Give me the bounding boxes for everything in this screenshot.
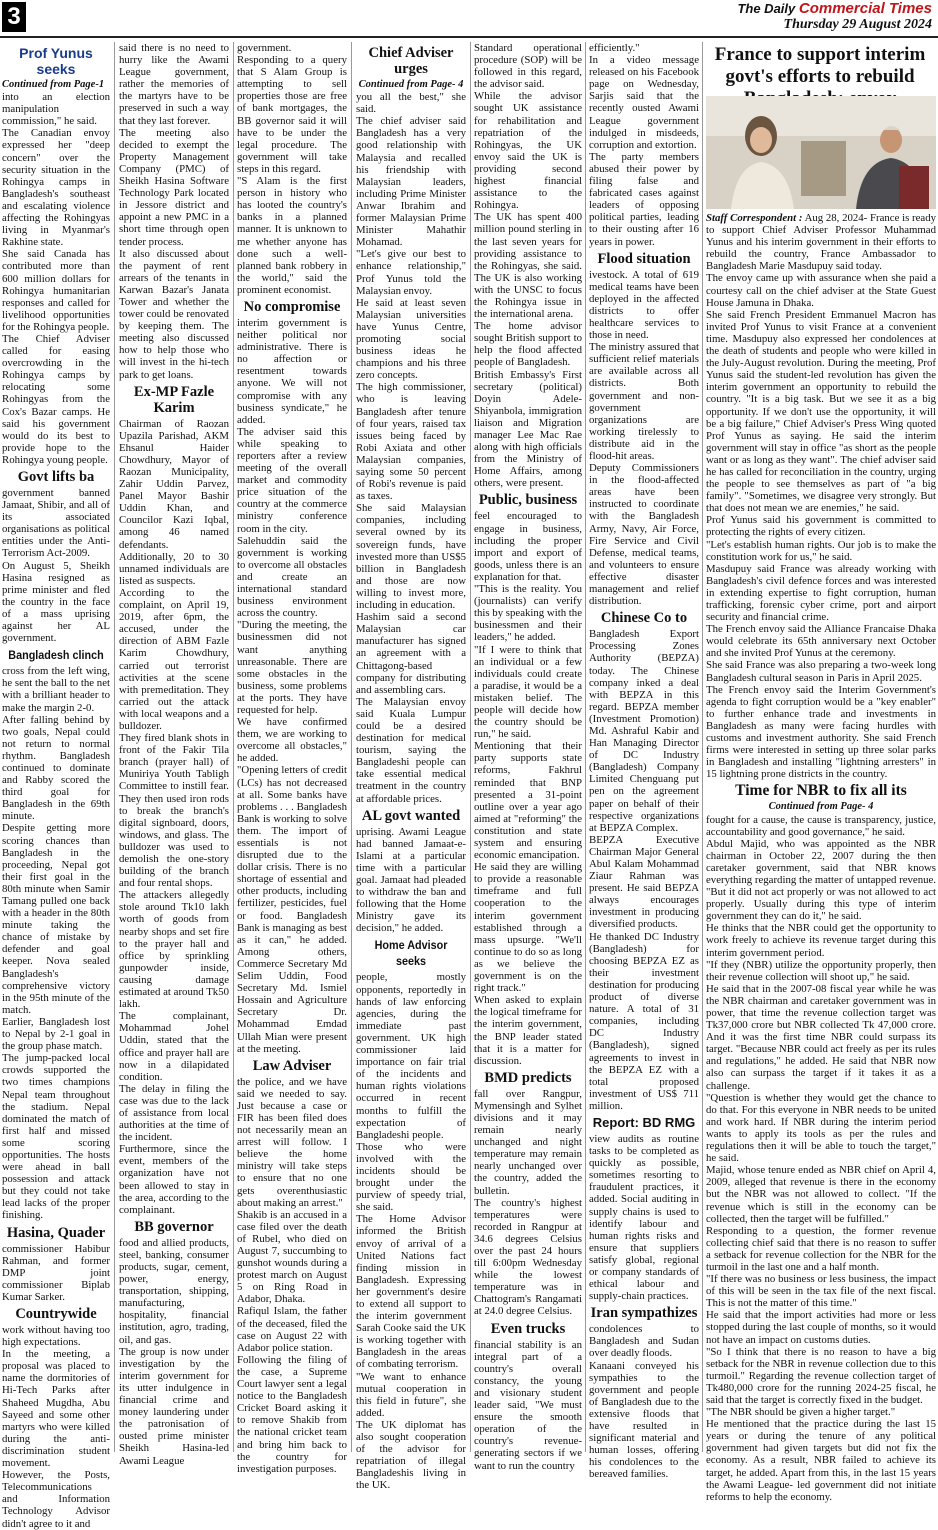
article-lead: Aug 28, 2024- France is ready to support Chief Adviser Professor Muhammad Yunus and his interim government in their efforts to rebuild the country, France Ambassador to Bangladesh Marie Masdupuy said today. (706, 212, 936, 273)
article-text: British Embassy's First secretary (political) Doyin Adele-Shiyanbola, immigration liaison and Migration manager Lee Mac Rae along with high officials from the Ministry of Home Affairs, among others, were present. (474, 368, 582, 490)
article-text: The meeting also decided to exempt the Property Management Company (PMC) of Sheikh Hasina Software Technology Park located in Jessore district and appoint a new PMC in a short time through open tender process. (119, 126, 229, 248)
article-text: Hashim said a second Malaysian car manufacturer has signed an agreement with a Chittagong-based company for distributing and assembling cars. (356, 611, 466, 696)
article-text: He said that in the 2007-08 fiscal year while he was the NBR chairman and caretaker government was in power, that time the revenue collection target was Tk37,000 crore but NBR collected Tk 47,000 crore. And it was the first time NBR could surpass its target. "Because NBR could act freely as per its rules and regulations," he added. He said that NBR now also can surpass the target if it takes it as a challenge. (706, 982, 936, 1092)
article-text: However, the Posts, Telecommunications and Information Technology Advisor didn't agree to it and (2, 1469, 110, 1530)
continued-label: Continued from Page-1 (2, 79, 105, 90)
paper-title: Commercial Times (798, 0, 932, 17)
headline-chinese-co: Chinese Co to (600, 610, 688, 627)
article-text: In the meeting, a proposal was placed to name the dormitories of Hi-Tech Parks after Shaheed Mugdha, Abu Sayeed and some other martyrs who were killed during the anti-discrimination student movement. (2, 1348, 110, 1470)
column-6 (589, 42, 699, 1481)
article-text: financial stability is an integral part of a country's overall constancy, the young and visionary student leader said, "We must ensure the smooth operation of the country's revenue-generating sectors if we want to run the country (474, 1338, 582, 1472)
headline-public-business: Public, business (478, 492, 578, 509)
article-text: After falling behind by two goals, Nepal could not return to normal rhythm. Bangladesh continued to dominate and Rabby scored the third goal for Bangladesh in the 69th minute. (2, 713, 110, 823)
article-text: Rafiqul Islam, the father of the deceased, filed the case on August 22 with Adabor police station. (237, 1305, 347, 1354)
article-text: The party members abused their power by filing false and fabricated cases against leaders of opposing political parties, leading to their ousting after 16 years in power. (589, 150, 699, 248)
article-text: Those who were involved with the incidents should be brought under the purview of speedy trial, she said. (356, 1140, 466, 1214)
headline-prof-yunus-seeks: Prof Yunus seeks (19, 45, 93, 77)
article-text: When asked to explain the logical timeframe for the interim government, the BNP leader stated that it is a matter for discussion. (474, 994, 582, 1067)
article-text: "If I were to think that an individual or a few individuals could create a paradise, it would be a mistaken belief. The people will decide how the country should be run," he said. (474, 643, 582, 741)
article-text: Standard operational procedure (SOP) will be followed in this regard, the advisor said. (474, 42, 582, 91)
headline-time-for-nbr: Time for NBR to fix all its (735, 782, 907, 800)
column-3 (237, 42, 347, 1475)
article-text: feel encouraged to engage in business, including the proper import and export of goods, unless there is an explanation for that. (474, 510, 582, 583)
article-text (706, 212, 936, 272)
column-2 (119, 42, 229, 1467)
article-text: The delay in filing the case was due to the lack of assistance from local authorities at the time of the incident. (119, 1082, 229, 1144)
article-text: "If there was no business or less business, the impact of this will be seen in the tax file of the next fiscal. This is not the matter of this time." (706, 1273, 936, 1310)
article-text: "S Alam is the first person in history who has looted the country's banks in a planned manner. It is unknown to me whether anyone has done such a well-planned bank robbery in the world," said the prominent economist. (237, 175, 347, 296)
article-text: They fired blank shots in front of the Fakir Tila branch (prayer hall) of Muniriya Youth Tabligh Committee to instill fear. They then used iron rods to break the branch's digital signboard, doors, windows, and glass. The bulldozer was used to demolish the one-story building of the branch and four rental shops. (119, 732, 229, 890)
article-text: Bangladesh Export Processing Zones Authority (BEPZA) today. The Chinese company inked a deal with BEPZA in this regard. BEPZA member (Investment Promotion) Md. Ashraful Kabir and Han Managing Director of DC Industry (Bangladesh) Company Limited Chenguang put pen on the agreement paper on behalf of their respective organizations at BEPZA Complex. (589, 628, 699, 834)
article-text: work without having too high expectations. (2, 1324, 110, 1349)
column-divider (233, 42, 234, 1452)
article-text: He thinks that the NBR could get the opportunity to work freely to achieve its revenue target during this interim government period. (706, 922, 936, 959)
article-text: While the advisor sought UK assistance for rehabilitation and repatriation of the Rohingyas, the UK envoy said the UK is providing second highest financial assistance to the Rohingya. (474, 90, 582, 212)
headline-ex-mp-fazle-karim: Ex-MP Fazle Karim (133, 383, 215, 416)
article-text: The Home Advisor informed the British envoy of arrival of a United Nations fact finding mission in Bangladesh. Expressing her government's desire to extend all support to the interim government Sarah Cooke said the UK is working together with Bangladesh in the areas of combating terrorism. (356, 1213, 466, 1371)
article-text: Furthermore, since the event, members of the organization have not been allowed to stay in the area, according to the complainant. (119, 1143, 229, 1216)
article-text: Deputy Commissioners in the flood-affected areas have been instructed to coordinate with the Bangladesh Army, Navy, Air Force, Fire Service and Civil Defense, medical teams, and volunteers to ensure effective disaster management and relief distribution. (589, 462, 699, 608)
article-text: The French envoy said the Interim Government's agenda to fight corruption would be a "key enabler" to further enhance trade and investments in Bangladesh as many were facing hurdles with customs and investment authority. She said French firms were interested in setting up three solar parks in Bangladesh and installing "lightning arresters" in 15 lightning prone districts in the country. (706, 683, 936, 781)
article-text: We have confirmed them, we are working to overcome all obstacles," he added. (237, 716, 347, 765)
article-text: government. (237, 42, 292, 54)
headline-hasina-quader: Hasina, Quader (6, 1224, 106, 1241)
headline-flood-situation: Flood situation (597, 250, 691, 267)
article-text: The high commissioner, who is leaving Bangladesh after tenure of four years, raised tax issues being faced by Robi Axiata and other Malaysian companies, saying some 50 percent of Robi's revenue is paid as taxes. (356, 381, 466, 503)
article-text: The Chief Adviser called for easing overcrowding in the Rohingya camps by relocating some Rohingyas from the Cox's Bazar camps. He said his government would do its best to provide hope to the Rohingya young people. (2, 332, 110, 466)
column-divider (114, 42, 115, 1452)
article-text: "The NBR should be given a higher target." (706, 1406, 896, 1419)
headline-home-advisor-seeks: Home Advisor seeks (374, 938, 448, 969)
article-text: BEPZA Executive Chairman Major General Abul Kalam Mohammad Ziaur Rahman was present. He said BEPZA always encourages investment in producing diversified products. (589, 833, 699, 931)
headline-countrywide: Countrywide (15, 1306, 97, 1322)
article-text: the police, and we have said we needed to say. Just because a case or FIR has been filed does not necessarily mean an arrest will follow. I believe the home ministry will take steps to ensure that no one gets overenthusiastic about making an arrest." (237, 1075, 347, 1209)
continued-label: Continued from Page- 4 (768, 801, 874, 813)
headline-bmd-predicts: BMD predicts (484, 1069, 572, 1086)
article-text: "Question is whether they would get the chance to do that. For this everyone in NBR needs to be united and work hard. If NBR during the interim period wants to apply its tools as per the rules and regulations then it will be able to touch the target," he said. (706, 1091, 936, 1165)
article-text: "This is the reality. You (journalists) can verify this by speaking with the businessmen and their leaders," he added. (474, 583, 582, 644)
issue-date: Thursday 29 August 2024 (783, 17, 932, 32)
article-text: ivestock. A total of 619 medical teams have been deployed in the affected districts to offer healthcare services to those in need. (589, 268, 699, 342)
article-text: into an election manipulation commission," he said. (2, 91, 110, 128)
article-text: She said French President Emmanuel Macron has invited Prof Yunus to visit France at a convenient time. Masdupuy also expressed her condolences at the death of students and people who were killed in the July-August revolution. During the meeting, Prof Yunus said the student-led revolution has given the interim government an opportunity to rebuild the country. "It is a big task. But we see it as a big opportunity. If we don't use the opportunity, it will be a big failure," Chief Adviser's Press Wing quoted Prof Yunus as saying. He said the interim government will stay in office "as short as the people want or as long as they want". The chief adviser said he has called for reconciliation in the country, urging the people to see themselves as part of "a big family". "Sometimes, we disagree very strongly. But that does not mean we are enemies," he said. (706, 308, 936, 515)
article-text: Earlier, Bangladesh lost to Nepal by 2-1 goal in the group phase match. (2, 1015, 110, 1053)
paper-prefix: The Daily (737, 1, 796, 16)
headline-chief-adviser-urges: Chief Adviser urges (368, 45, 454, 77)
article-text: On August 5, Sheikh Hasina resigned as prime minister and fled the country in the face of a mass uprising against her AL government. (2, 559, 110, 645)
article-text: She said Malaysian companies, including several owned by its sovereign funds, have invested more than US$5 billion in Bangladesh and those are now willing to invest more, including in education. (356, 502, 466, 612)
article-text: food and allied products, steel, banking, consumer products, sugar, cement, power, energy, transportation, shipping, manufacturing, hospitality, financial institution, agro, trading, oil, and gas. (119, 1236, 229, 1346)
column-divider (351, 42, 352, 1452)
article-text: The jump-packed local crowds supported the two times champions Nepal team throughout the stadium. Nepal dominated the match of first half and missed some scoring opportunities. The hosts were ahead in ball possession and attack but they could not take lead lacks of the proper finishing. (2, 1052, 110, 1222)
article-text: The complainant, Mohammad Johel Uddin, stated that the office and prayer hall are now in a dilapidated condition. (119, 1010, 229, 1083)
article-text: He said that the import activities had more or less stopped during the last couple of months, so it would not have an impact on customs duties. (706, 1309, 936, 1346)
article-text: She said France was also preparing a two-week long Bangladesh cultural season in Paris in April 2025. (706, 659, 936, 684)
article-text: She said Canada has contributed more than 600 million dollars for Rohingya humanitarian responses and called for livelihood opportunities for the Rohingya people. (2, 248, 110, 333)
masthead (0, 0, 938, 36)
article-text: you all the best," she said. (356, 91, 466, 116)
article-text: "Let's give our best to enhance relationship," Prof Yunus told the Malaysian envoy. (356, 248, 466, 297)
column-5 (474, 42, 582, 1472)
article-text: The UK has spent 400 million pound sterling in the last seven years for providing assistance to the Rohingyas, she said. The UK is also working with the UNSC to focus the Rohingya issue in the international arena. (474, 211, 582, 321)
headline-law-adviser: Law Adviser (252, 1057, 332, 1074)
continued-label: Continued from Page- 4 (358, 79, 464, 90)
article-text: said there is no need to hurry like the Awami League government, rather the memories of the martyrs have to be preserved in such a way that they last forever. (119, 42, 229, 127)
article-text: Abdul Majid, who was appointed as the NBR chairman in October 22, 2007 during the then caretaker government, said that NBR knows everything regarding the matter of untapped revenue. "But it did not act properly or was not allowed to act properly. Usually during this type of interim government they can do it," he said. (706, 837, 936, 923)
article-text: Masdupuy said France was already working with Bangladesh's civil defence forces and was interested in extending expertise to fight corruption, human trafficking, forensic cyber crime, port and airport security and financial crime. (706, 562, 936, 624)
article-text: The country's highest temperatures were recorded in Rangpur at 34.6 degrees Celsius over the past 24 hours till 6:00pm Wednesday while the lowest temperature was in Chattogram's Rangamati at 24.0 degree Celsius. (474, 1196, 582, 1318)
headline-bangladesh-clinch: Bangladesh clinch (8, 648, 104, 663)
headline-al-govt-wanted: AL govt wanted (361, 807, 461, 824)
article-text: "Let's establish human rights. Our job is to make the constitution work for us," he said. (706, 538, 936, 563)
article-text: interim government is neither political nor administrative. There is no affection or resentment towards anyone. We will not compromise with any business syndicate," he added. (237, 316, 347, 426)
column-4 (356, 42, 466, 1492)
article-text: The home advisor sought British support to help the flood affected people of Bangladesh. (474, 320, 582, 369)
article-text: condolences to Bangladesh and Sudan over deadly floods. (589, 1323, 699, 1360)
article-text: Responding to a question, the former revenue collecting chief said that there is no reason to suffer a setback for revenue collection for the NBR for the turmoil in the last one and a half month. (706, 1224, 936, 1273)
column-divider (470, 42, 471, 1452)
column-1 (2, 42, 110, 1530)
article-text: He thanked DC Industry (Bangladesh) for choosing BEPZA EZ as their investment destination for producing product of diverse nature. A total of 31 companies, including DC Industry (Bangladesh), signed agreements to invest in the BEPZA EZ with a total proposed investment of US$ 711 million. (589, 930, 699, 1112)
masthead-rule (0, 36, 938, 38)
article-text: cross from the left wing, he sent the ball to the net with a brilliant header to make the margin 2-0. (2, 665, 110, 714)
article-text: The attackers allegedly stole around Tk10 lakh worth of goods from nearby shops and set fire to the prayer hall and office by sprinkling gunpowder inside, causing damage estimated at around Tk50 lakh. (119, 889, 229, 1011)
meeting-photo-illustration (706, 96, 936, 209)
article-text: In a video message released on his Facebook page on Wednesday, Sarjis said that the recently ousted Awami League government indulged in misdeeds, corruption and extortion. (589, 54, 699, 151)
column-divider (585, 42, 586, 1452)
article-text: The adviser said this while speaking to reporters after a review meeting of the overall market and commodity price situation of the country at the commerce ministry conference room in the city. (237, 425, 347, 535)
article-text: Responding to a query that S Alam Group is attempting to sell properties those are free of bank mortgages, the BB governor said it will have to be under the legal procedure. The government will take steps in this regard. (237, 54, 347, 175)
byline: Staff Correspondent : (706, 212, 803, 224)
article-text: commissioner Habibur Rahman, and former DMP joint commissioner Biplab Kumar Sarker. (2, 1242, 110, 1303)
article-text: The UK diplomat has also sought cooperation of the advisor for repatriation of illegal Bangladeshis living in the UK. (356, 1418, 466, 1492)
article-text: "We want to enhance mutual cooperation in this field in future", she added. (356, 1370, 466, 1419)
article-text: "So I think that there is no reason to have a big setback for the NBR in revenue collection due to this turmoil." Regarding the revenue collection target of Tk480,000 crore for the running 2024-25 fiscal, he said that the target is correctly fixed in the budget. (706, 1345, 936, 1406)
article-text: efficiently." (589, 42, 640, 54)
article-text: The French envoy said the Alliance Francaise Dhaka would celebrate its 65th anniversary next October and she invited Prof Yunus at the ceremony. (706, 623, 936, 660)
article-text: He mentioned that the practice during the last 15 years or during the tenure of any political government had given targets but did not fix the economy. As a result, NBR failed to achieve its target, he added. Apart from this, in the last 15 years the Awami League- led government did not initiate reforms to help the economy. (706, 1418, 936, 1503)
article-text: Additionally, 20 to 30 unnamed individuals are listed as suspects. (119, 550, 229, 587)
article-text: He said they are willing to provide a reasonable timeframe and full cooperation to the interim government established through a mass upsurge. "We'll continue to do so as long as we believe the government is on the right track." (474, 861, 582, 995)
article-text: fought for a cause, the cause is transparency, justice, accountability and good governance," he said. (706, 813, 936, 838)
article-text: "If they (NBR) utilize the opportunity properly, then their revenue collection will shoot up," he said. (706, 958, 936, 983)
article-text: The Canadian envoy expressed her "deep concern" over the security situation in the Rohingya camps in Bangladesh's southeast and escalating violence affecting the Rohingyas living in Myanmar's Rakhine state. (2, 127, 110, 249)
headline-even-trucks: Even trucks (490, 1320, 566, 1337)
article-text: The ministry assured that sufficient relief materials are available across all districts. Both government and non-government organizations are working tirelessly to distribute aid in the flood-hit areas. (589, 341, 699, 462)
article-text: "Opening letters of credit (LCs) has not decreased at all. Some banks have problems . . . Bangladesh Bank is working to solve them. The import of essentials is not disrupted due to the dollar crisis. There is no shortage of essential and other products, including fertilizer, pesticides, fuel or food. Bangladesh Bank is managing as best as it can," he added. Among others, Commerce Secretary Md Selim Uddin, Food Secretary Md. Ismiel Hossain and Agriculture Secretary Dr. Mohammad Emdad Ullah Mian were present at the meeting. (237, 764, 347, 1055)
article-text: The chief adviser said Bangladesh has a very good relationship with Malaysia and recalled his friendship with Malaysian leaders, including Prime Minister Anwar Ibrahim and former Malaysian Prime Minister Mahathir Mohamad. (356, 115, 466, 249)
paper-name (737, 0, 932, 17)
article-text: The Malaysian envoy said Kuala Lumpur could be a desired destination for medical tourism, saying the Bangladeshi people can take essential medical treatment in the country at affordable prices. (356, 695, 466, 805)
article-text: The envoy came up with assurance when she paid a courtesy call on the chief adviser at the State Guest House Jamuna in Dhaka. (706, 272, 936, 309)
article-text: Shakib is an accused in a case filed over the death of Rubel, who died on August 7, succumbing to gunshot wounds during a protest march on August 5 on Ring Road in Adabor, Dhaka. (237, 1208, 347, 1306)
article-text: Despite getting more scoring chances than Bangladesh in the proceeding, Nepal got their first goal in the 80th minute when Samir Tamang pulled one back with a header in the 80th minute taking the chance of mistake by defender and goal keeper. Nova sealed Bangladesh's comprehensive victory in the 95th minute of the match. (2, 822, 110, 1016)
headline-iran-sympathizes: Iran sympathizes (590, 1305, 698, 1322)
article-text: Chairman of Raozan Upazila Parishad, AKM Ehsanul Haider Chowdhury, Mayor of Raozan Municipality, Zahir Uddin Parvez, Panel Mayor Bashir Uddin Khan, and Councilor Kazi Iqbal, among 46 named defendants. (119, 417, 229, 551)
article-text: Kanaani conveyed his sympathies to the government and people of Bangladesh due to the extensive floods that have resulted in significant material and human losses, offering his condolences to the bereaved families. (589, 1359, 699, 1481)
headline-france-support: France to support interim govt's efforts to rebuild (714, 44, 926, 87)
column-7 (706, 212, 936, 1503)
headline-bb-governor: BB governor (134, 1218, 214, 1235)
article-text: Majid, whose tenure ended as NBR chief on April 4, 2009, alleged that revenue is there in the economy but the NBR was not allowed to collect. "If the revenue which is still in the economy can be collected, then the target will be fulfilled." (706, 1164, 936, 1225)
article-text: "During the meeting, the businessmen did not want anything unreasonable. There are some obstacles in the business, some problems at the ports. They have requested for help. (237, 619, 347, 716)
article-text: fall over Rangpur, Mymensingh and Sylhet divisions and it may remain nearly unchanged and night temperature may remain nearly unchanged over the country, added the bulletin. (474, 1087, 582, 1197)
article-text: Salehuddin said the government is working to overcome all obstacles and create an international standard business environment across the country. (237, 534, 347, 620)
article-text: Prof Yunus said his government is committed to protecting the rights of every citizen. (706, 514, 936, 539)
page-number: 3 (2, 2, 26, 32)
article-text: government banned Jamaat, Shibir, and all of its associated organisations as political entities under the Anti-Terrorism Act-2009. (2, 487, 110, 560)
article-text: Following the filing of the case, a Supreme Court lawyer sent a legal notice to the Bangladesh Cricket Board asking it to remove Shakib from the national cricket team and bring him back to the country for investigation purposes. (237, 1353, 347, 1475)
article-text: It also discussed about the payment of rent arrears of the tenants in Karwan Bazar's Janata Tower and whether the tower could be renovated by keeping them. The meeting also discussed how to help those who will invest in the hi-tech park to get loans. (119, 247, 229, 381)
headline-govt-lifts-ban: Govt lifts ba (17, 469, 95, 485)
article-text: people, mostly opponents, reportedly in hands of law enforcing agencies, during the immediate past government. UK high commissioner laid importance on fair trial of the incidents and human rights violations occurred in recent months to fulfill the expectation of Bangladeshi people. (356, 971, 466, 1141)
headline-report-bd-rmg: Report: BD RMG (592, 1114, 696, 1130)
column-divider (702, 42, 703, 1452)
article-text: Mentioning that their party supports state reforms, Fakhrul reminded that BNP presented a 31-point outline over a year ago aimed at "reforming" the constitution and state system and ensuring economic emancipation. (474, 740, 582, 862)
headline-no-compromise: No compromise (243, 298, 341, 315)
article-text: view audits as routine tasks to be completed as quickly as possible, sometimes resorting to fraudulent practices, it added. Social auditing in supply chains is used to identify labour and human rights risks and ensure that suppliers satisfy global, regional or company standards of ethical labour and supply-chain practices. (589, 1132, 699, 1303)
article-text: According to the complaint, on April 19, 2019, after 6pm, the accused, under the direction of ABM Fazle Karim Chowdhury, carried out terrorist activities at the scene with premeditation. They carried out the attack with local weapons and a bulldozer. (119, 586, 229, 732)
news-photo (706, 96, 936, 209)
article-text: He said at least seven Malaysian universities have Yunus Centre, promoting social business ideas he champions and his three zero concepts. (356, 296, 466, 382)
article-text: uprising. Awami League had banned Jamaat-e-Islami at a particular time with a particular goal. Jamaat had pleaded to withdraw the ban and following that the Home Ministry gave its decision," he added. (356, 825, 466, 935)
article-text: The group is now under investigation by the interim government for its utter indulgence in financial crime and money laundering under the patronisation of ousted prime minister Sheikh Hasina-led Awami League (119, 1345, 229, 1467)
